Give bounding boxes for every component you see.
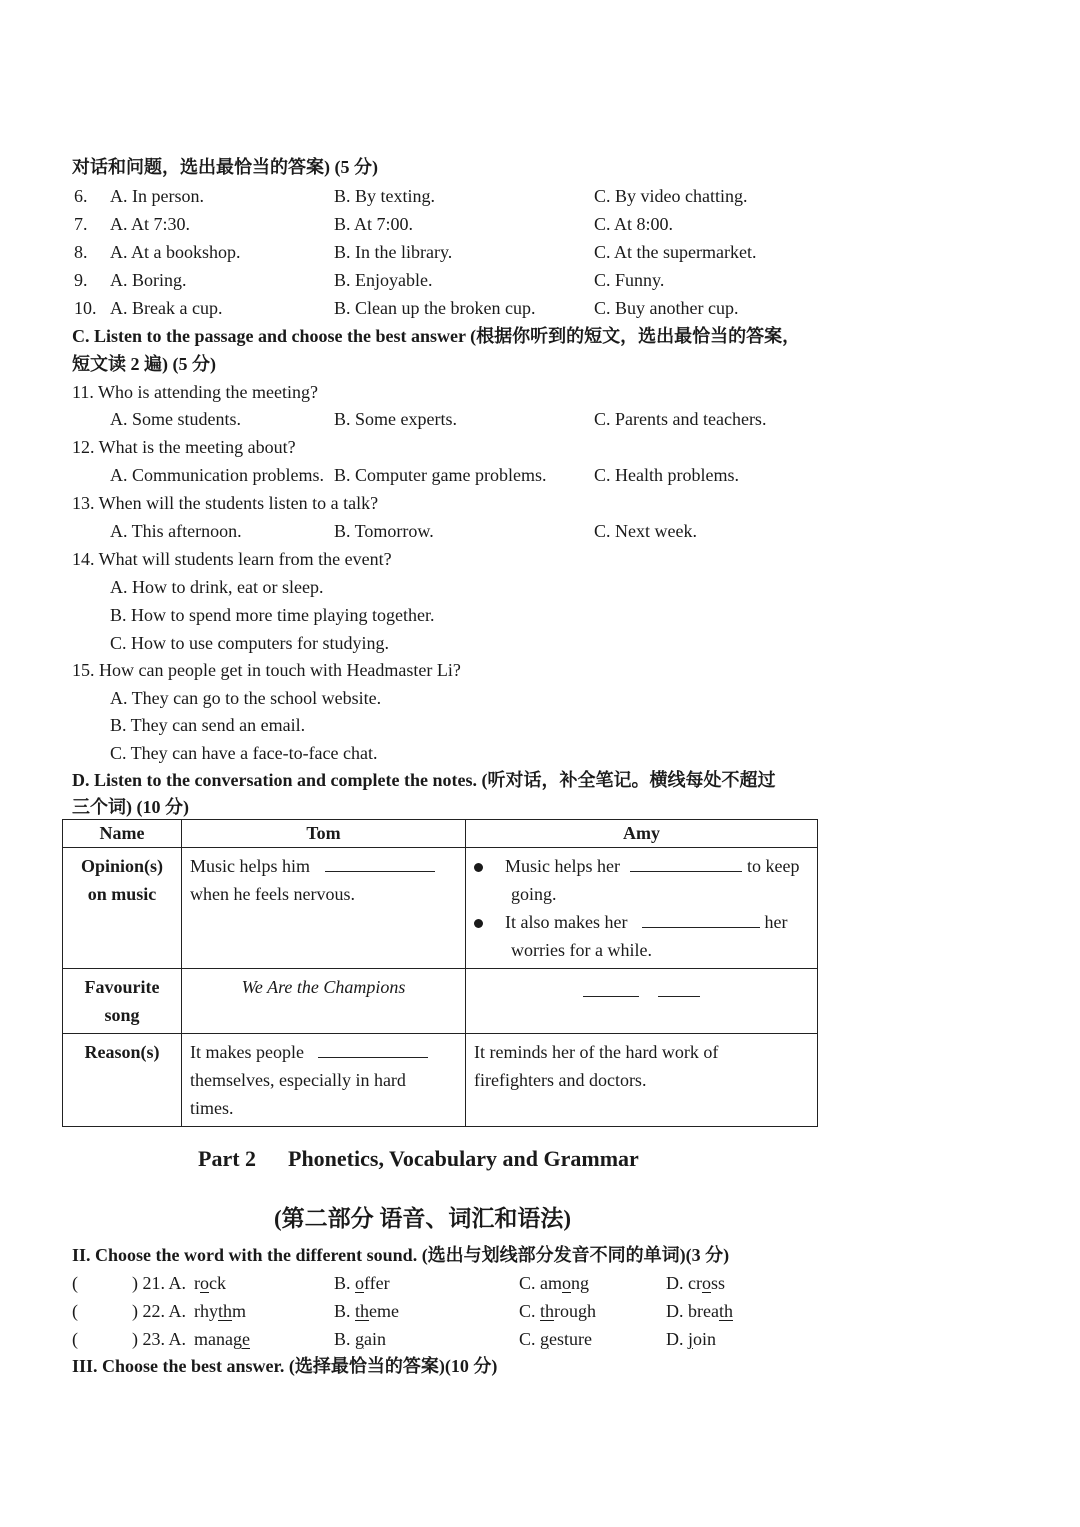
answer-blank[interactable] bbox=[658, 982, 700, 997]
answer-blank[interactable] bbox=[583, 982, 639, 997]
tom-reason-text: It makes people bbox=[190, 1042, 304, 1062]
underlined-part: o bbox=[701, 1273, 711, 1293]
option-a bbox=[194, 1272, 226, 1294]
option-d bbox=[666, 1272, 725, 1294]
word-part: eme bbox=[369, 1301, 400, 1321]
answer-paren[interactable]: ( bbox=[72, 1273, 78, 1293]
underlined-part: th bbox=[540, 1301, 555, 1321]
option-a: A. Break a cup. bbox=[110, 298, 223, 318]
word-part: B. bbox=[334, 1329, 356, 1349]
section-iii-title: III. Choose the best answer. (选择最恰当的答案)(10 分) bbox=[72, 1356, 498, 1376]
option-d bbox=[666, 1328, 716, 1350]
answer-blank[interactable] bbox=[325, 857, 435, 872]
header-tom: Tom bbox=[182, 820, 466, 848]
option-b: B. How to spend more time playing together. bbox=[110, 605, 435, 625]
word-part: C. bbox=[519, 1301, 541, 1321]
underlined-part: th bbox=[718, 1301, 733, 1321]
question-number: 6. bbox=[74, 186, 88, 206]
option-a: A. Some students. bbox=[110, 409, 242, 429]
question-number: 10. bbox=[74, 298, 97, 318]
question-number: 8. bbox=[74, 242, 88, 262]
amy-opinion-text-2-end: her bbox=[764, 912, 788, 932]
opinion-label bbox=[63, 848, 182, 969]
underlined-part: j bbox=[688, 1329, 694, 1349]
underlined-part: o bbox=[562, 1273, 571, 1293]
underlined-part: g bbox=[355, 1329, 365, 1349]
underlined-part: th bbox=[218, 1301, 233, 1321]
option-a bbox=[194, 1300, 246, 1322]
amy-reason-text-cont: firefighters and doctors. bbox=[474, 1070, 647, 1090]
question-number: 9. bbox=[74, 270, 88, 290]
part-2-title: Phonetics, Vocabulary and Grammar bbox=[288, 1146, 639, 1171]
question-22: ) 22. A. bbox=[132, 1301, 186, 1321]
underlined-part: o bbox=[355, 1273, 365, 1293]
amy-opinion-text-2-cont: worries for a while. bbox=[511, 940, 652, 960]
word-part: mana bbox=[194, 1329, 233, 1349]
tom-reason-cell bbox=[182, 1034, 466, 1127]
bullet-icon bbox=[474, 919, 483, 928]
word-part: rough bbox=[554, 1301, 597, 1321]
amy-opinion-cell bbox=[466, 848, 818, 969]
option-b bbox=[334, 1328, 386, 1350]
notes-table bbox=[62, 819, 818, 1127]
word-part: oin bbox=[693, 1329, 717, 1349]
option-c: C. At the supermarket. bbox=[594, 242, 757, 262]
question-14: 14. What will students learn from the event? bbox=[72, 549, 392, 569]
section-d-title: D. Listen to the conversation and complete the notes. (听对话，补全笔记。横线每处不超过 bbox=[72, 770, 776, 790]
amy-opinion-text-2: It also makes her bbox=[505, 912, 628, 932]
answer-blank[interactable] bbox=[642, 913, 760, 928]
question-15: 15. How can people get in touch with Headmaster Li? bbox=[72, 660, 461, 680]
section-c-title: C. Listen to the passage and choose the best answer (根据你听到的短文，选出最恰当的答案， bbox=[72, 326, 801, 346]
option-c: C. By video chatting. bbox=[594, 186, 748, 206]
option-b: B. They can send an email. bbox=[110, 715, 306, 735]
opinion-label-line1: Opinion(s) bbox=[80, 856, 164, 876]
option-a: A. At 7:30. bbox=[110, 214, 191, 234]
option-b: B. At 7:00. bbox=[334, 214, 414, 234]
option-b: B. By texting. bbox=[334, 186, 436, 206]
amy-reason-text: It reminds her of the hard work of bbox=[474, 1042, 719, 1062]
option-b: B. Computer game problems. bbox=[334, 465, 547, 485]
amy-reason-cell bbox=[466, 1034, 818, 1127]
question-number: 7. bbox=[74, 214, 88, 234]
option-b bbox=[334, 1272, 390, 1294]
option-c: C. How to use computers for studying. bbox=[110, 633, 389, 653]
section-c-title-cont: 短文读 2 遍) (5 分) bbox=[72, 354, 216, 374]
word-part: C. am bbox=[519, 1273, 562, 1293]
option-a: A. Boring. bbox=[110, 270, 187, 290]
option-b bbox=[334, 1300, 399, 1322]
word-part: ss bbox=[710, 1273, 725, 1293]
word-part: ain bbox=[364, 1329, 387, 1349]
option-c bbox=[519, 1272, 589, 1294]
answer-blank[interactable] bbox=[630, 857, 742, 872]
header-amy: Amy bbox=[466, 820, 818, 848]
bullet-icon bbox=[474, 863, 483, 872]
option-a: A. How to drink, eat or sleep. bbox=[110, 577, 324, 597]
word-part: D. bbox=[666, 1329, 688, 1349]
option-a: A. Communication problems. bbox=[110, 465, 324, 485]
word-part: m bbox=[232, 1301, 247, 1321]
underlined-part: th bbox=[355, 1301, 370, 1321]
part-2-label: Part 2 bbox=[198, 1146, 257, 1171]
underlined-part: o bbox=[200, 1273, 209, 1293]
word-part: ng bbox=[571, 1273, 589, 1293]
option-b: B. In the library. bbox=[334, 242, 453, 262]
question-12: 12. What is the meeting about? bbox=[72, 437, 296, 457]
word-part: D. cr bbox=[666, 1273, 702, 1293]
word-part: r bbox=[194, 1273, 200, 1293]
answer-paren[interactable]: ( bbox=[72, 1301, 78, 1321]
question-23: ) 23. A. bbox=[132, 1329, 186, 1349]
option-c: C. Funny. bbox=[594, 270, 665, 290]
tom-reason-text-end: times. bbox=[190, 1098, 234, 1118]
amy-opinion-text-cont: going. bbox=[511, 884, 557, 904]
reason-label: Reason(s) bbox=[63, 1034, 182, 1127]
option-b: B. Tomorrow. bbox=[334, 521, 434, 541]
tom-opinion-text: Music helps him bbox=[190, 856, 310, 876]
option-c: C. Parents and teachers. bbox=[594, 409, 767, 429]
underlined-part: ge bbox=[232, 1329, 250, 1349]
option-b: B. Some experts. bbox=[334, 409, 457, 429]
option-c bbox=[519, 1300, 596, 1322]
amy-opinion-text-end: to keep bbox=[746, 856, 800, 876]
word-part: D. brea bbox=[666, 1301, 719, 1321]
option-c bbox=[519, 1328, 592, 1350]
favourite-song-label bbox=[63, 969, 182, 1034]
option-a: A. This afternoon. bbox=[110, 521, 242, 541]
tom-song: We Are the Champions bbox=[182, 969, 466, 1034]
underlined-part: g bbox=[540, 1329, 550, 1349]
option-b: B. Clean up the broken cup. bbox=[334, 298, 536, 318]
option-c: C. They can have a face-to-face chat. bbox=[110, 743, 378, 763]
option-a bbox=[194, 1328, 250, 1350]
answer-blank[interactable] bbox=[318, 1043, 428, 1058]
question-11: 11. Who is attending the meeting? bbox=[72, 382, 318, 402]
option-d bbox=[666, 1300, 733, 1322]
option-a: A. They can go to the school website. bbox=[110, 688, 382, 708]
question-21: ) 21. A. bbox=[132, 1273, 186, 1293]
section-ii-title: II. Choose the word with the different sound. (选出与划线部分发音不同的单词)(3 分) bbox=[72, 1245, 730, 1265]
word-part: C. bbox=[519, 1329, 541, 1349]
section-b-intro: 对话和问题，选出最恰当的答案) (5 分) bbox=[72, 157, 378, 177]
word-part: esture bbox=[549, 1329, 592, 1349]
part-2-title-cn: (第二部分 语音、词汇和语法) bbox=[274, 1206, 572, 1231]
option-a: A. At a bookshop. bbox=[110, 242, 241, 262]
answer-paren[interactable]: ( bbox=[72, 1329, 78, 1349]
amy-opinion-text: Music helps her bbox=[505, 856, 620, 876]
tom-opinion-cell bbox=[182, 848, 466, 969]
section-d-title-cont: 三个词) (10 分) bbox=[72, 797, 189, 817]
option-b: B. Enjoyable. bbox=[334, 270, 433, 290]
favourite-song-label-line1: Favourite bbox=[84, 977, 160, 997]
option-a: A. In person. bbox=[110, 186, 204, 206]
word-part: ck bbox=[209, 1273, 226, 1293]
opinion-label-line2: on music bbox=[87, 884, 157, 904]
favourite-song-label-line2: song bbox=[104, 1005, 140, 1025]
option-c: C. Health problems. bbox=[594, 465, 739, 485]
header-name: Name bbox=[63, 820, 182, 848]
tom-opinion-text-cont: when he feels nervous. bbox=[190, 884, 355, 904]
amy-song-cell bbox=[466, 969, 818, 1034]
tom-reason-text-cont: themselves, especially in hard bbox=[190, 1070, 406, 1090]
option-c: C. Next week. bbox=[594, 521, 697, 541]
option-c: C. Buy another cup. bbox=[594, 298, 739, 318]
word-part: B. bbox=[334, 1273, 356, 1293]
word-part: rhy bbox=[194, 1301, 218, 1321]
word-part: B. bbox=[334, 1301, 356, 1321]
option-c: C. At 8:00. bbox=[594, 214, 674, 234]
word-part: ffer bbox=[364, 1273, 390, 1293]
question-13: 13. When will the students listen to a talk? bbox=[72, 493, 379, 513]
